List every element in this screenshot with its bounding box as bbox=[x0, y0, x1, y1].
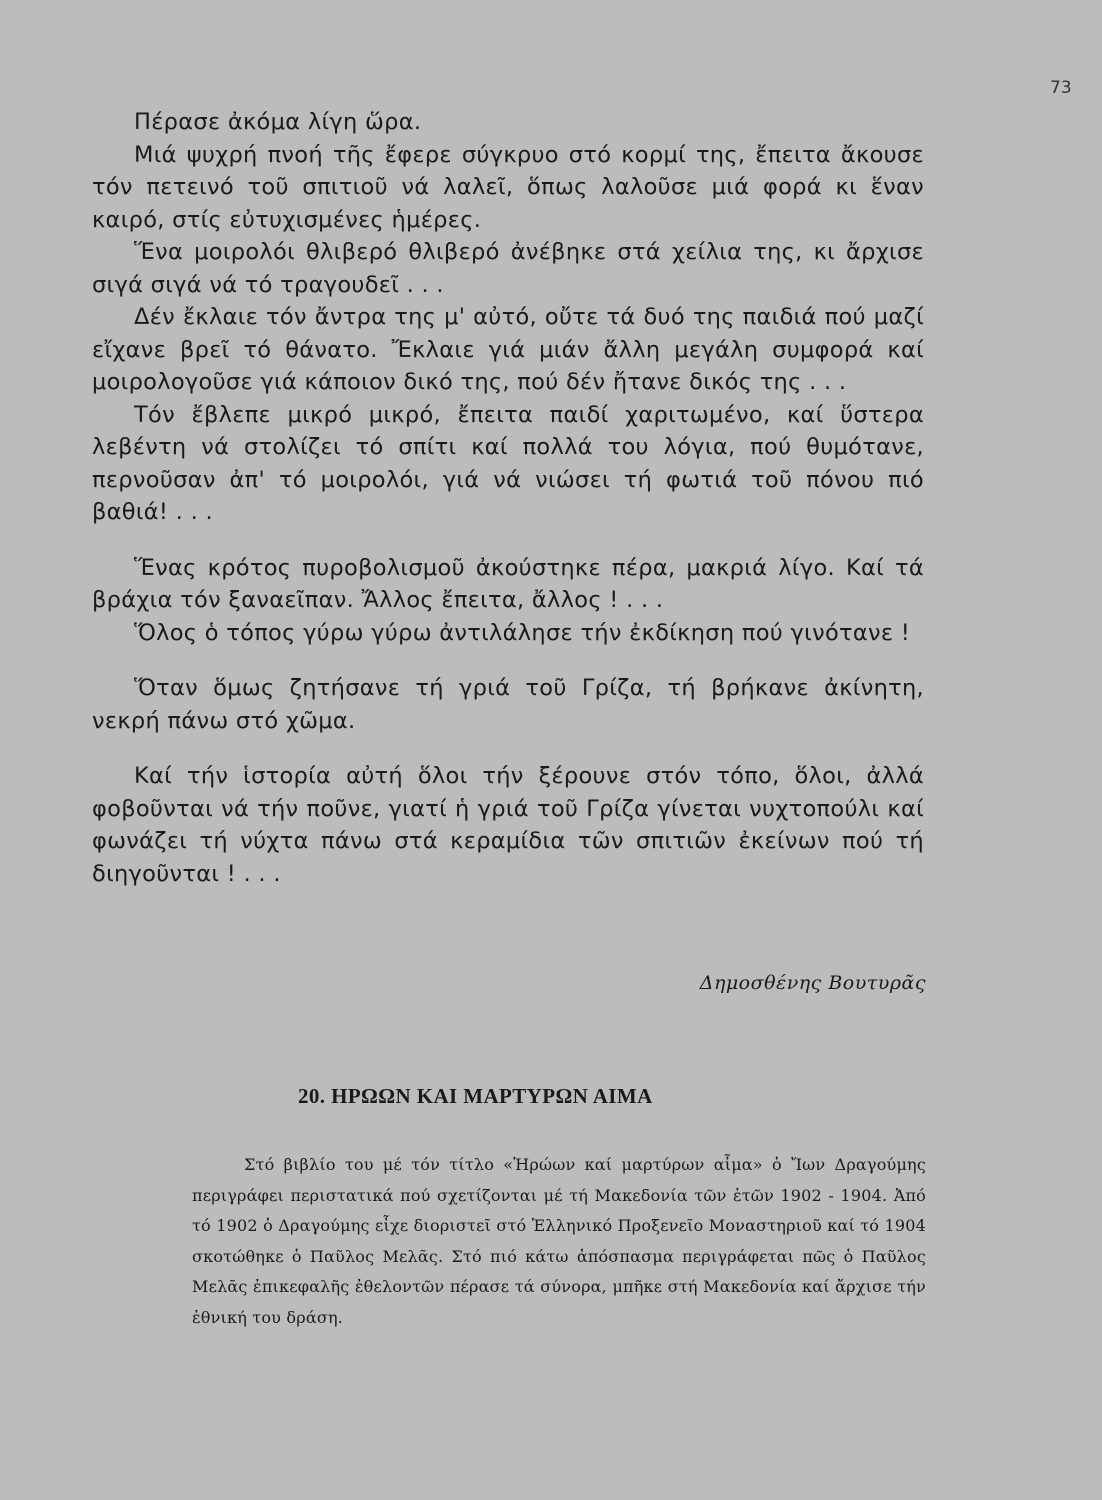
paragraph: Ἕνας κρότος πυροβολισμοῦ ἀκούστηκε πέρα, μακριά λίγο. Καί τά βράχια τόν ξαναεῖπαν. Ἄλλος ἔπειτα, ἄλλος ! . . . bbox=[92, 554, 924, 613]
section-intro bbox=[192, 1150, 926, 1333]
paragraph: Καί τήν ἱστορία αὐτή ὅλοι τήν ξέρουνε στόν τόπο, ὅλοι, ἀλλά φοβοῦνται νά τήν ποῦνε, γιατί ἡ γριά τοῦ Γρίζα γίνεται νυχτοπούλι καί φωνάζει τή νύχτα πάνω στά κεραμίδια τῶν σπιτιῶν ἐκείνων πού τή διηγοῦνται ! . . . bbox=[92, 763, 924, 887]
story-text bbox=[92, 106, 924, 890]
author-signature: Δημοσθένης Βουτυρᾶς bbox=[699, 972, 926, 994]
paragraph: Ἕνα μοιρολόι θλιβερό θλιβερό ἀνέβηκε στά χείλια της, κι ἄρχισε σιγά σιγά νά τό τραγουδεῖ . . . bbox=[92, 239, 924, 298]
page-number: 73 bbox=[1050, 78, 1072, 98]
paragraph: Ὅταν ὅμως ζητήσανε τή γριά τοῦ Γρίζα, τή βρήκανε ἀκίνητη, νεκρή πάνω στό χῶμα. bbox=[92, 675, 924, 734]
paragraph: Πέρασε ἀκόμα λίγη ὥρα. bbox=[134, 109, 422, 135]
paragraph: Τόν ἔβλεπε μικρό μικρό, ἔπειτα παιδί χαριτωμένο, καί ὕστερα λεβέντη νά στολίζει τό σπίτι καί πολλά του λόγια, πού θυμότανε, περνοῦσαν ἀπ' τό μοιρολόι, γιά νά νιώσει τή φωτιά τοῦ πόνου πιό βαθιά! . . . bbox=[92, 401, 924, 525]
intro-paragraph: Στό βιβλίο του μέ τόν τίτλο «Ἡρώων καί μαρτύρων αἷμα» ὁ Ἴων Δραγούμης περιγράφει περιστατικά πού σχετίζονται μέ τή Μακεδονία τῶν ἐτῶν 1902 - 1904. Ἀπό τό 1902 ὁ Δραγούμης εἶχε διοριστεῖ στό Ἑλληνικό Προξενεῖο Μοναστηριοῦ καί τό 1904 σκοτώθηκε ὁ Παῦλος Μελᾶς. Στό πιό κάτω ἀπόσπασμα περιγράφεται πῶς ὁ Παῦλος Μελᾶς ἐπικεφαλῆς ἐθελοντῶν πέρασε τά σύνορα, μπῆκε στή Μακεδονία καί ἄρχισε τήν ἐθνική του δράση. bbox=[192, 1155, 926, 1327]
paragraph: Μιά ψυχρή πνοή τῆς ἔφερε σύγκρυο στό κορμί της, ἔπειτα ἄκουσε τόν πετεινό τοῦ σπιτιοῦ νά λαλεῖ, ὅπως λαλοῦσε μιά φορά κι ἕναν καιρό, στίς εὐτυχισμένες ἡμέρες. bbox=[92, 141, 924, 233]
paragraph: Δέν ἔκλαιε τόν ἄντρα της μ' αὐτό, οὔτε τά δυό της παιδιά πού μαζί εἴχανε βρεῖ τό θάνατο. Ἔκλαιε γιά μιάν ἄλλη μεγάλη συμφορά καί μοιρολογοῦσε γιά κάποιον δικό της, πού δέν ἤτανε δικός της . . . bbox=[92, 304, 924, 395]
section-title: 20. ΗΡΩΩΝ ΚΑΙ ΜΑΡΤΥΡΩΝ ΑΙΜΑ bbox=[298, 1084, 653, 1108]
paragraph: Ὅλος ὁ τόπος γύρω γύρω ἀντιλάλησε τήν ἐκδίκηση πού γινότανε ! bbox=[134, 619, 911, 646]
